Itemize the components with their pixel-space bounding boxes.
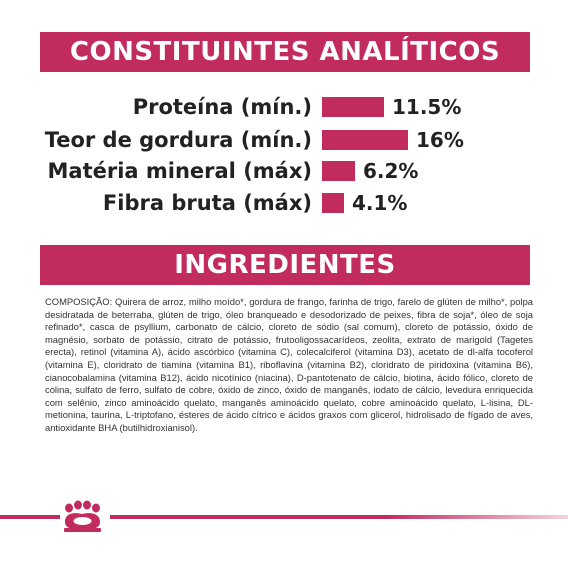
nutrient-bar	[322, 161, 355, 181]
footer-divider-left	[0, 515, 60, 519]
nutrient-label: Proteína (mín.)	[132, 95, 312, 119]
nutrient-row	[0, 156, 568, 186]
royal-canin-crown-icon	[60, 500, 110, 534]
nutrient-value: 11.5%	[392, 95, 462, 119]
nutrient-row	[0, 92, 568, 122]
nutrient-bar	[322, 97, 384, 117]
nutrient-label: Fibra bruta (máx)	[102, 191, 312, 215]
ingredients-banner	[40, 245, 530, 285]
nutrient-value: 16%	[416, 128, 464, 152]
nutrient-row	[0, 188, 568, 218]
nutrient-value: 4.1%	[352, 191, 408, 215]
analytic-constituents-banner	[40, 32, 530, 72]
nutrient-value: 6.2%	[363, 159, 419, 183]
footer-divider-right	[110, 515, 568, 519]
nutrient-label: Teor de gordura (mín.)	[44, 128, 312, 152]
nutrient-label: Matéria mineral (máx)	[47, 159, 312, 183]
ingredients-composition-text: COMPOSIÇÃO: Quirera de arroz, milho moído*, gordura de frango, farinha de trigo, farelo de glúten de milho*, polpa desidratada de beterraba, glúten de trigo, óleo branqueado e desodorizado de peixes, fibra de soja*, óleo de soja refinado*, casca de psyllium, carbonato de cálcio, cloreto de sódio (sal comum), cloreto de potássio, óxido de magnésio, sorbato de potássio, citrato de potássio, frutooligossacarídeos, zeolita, extrato de marigold (Tagetes erecta), retinol (vitamina A), ácido ascórbico (vitamina C), colecalciferol (vitamina D3), acetato de dl-alfa tocoferol (vitamina E), cloridrato de tiamina (vitamina B1), riboflavina (vitamina B2), cloridrato de piridoxina (vitamina B6), cianocobalamina (vitamina B12), ácido nicotínico (niacina), D-pantotenato de cálcio, biotina, ácido fólico, cloreto de colina, sulfato de ferro, sulfato de cobre, óxido de zinco, óxido de manganês, iodato de cálcio, levedura enriquecida com selênio, zinco aminoácido quelato, manganês aminoácido quelato, cobre aminoácido quelato, L-lisina, DL-metionina, taurina, L-triptofano, ésteres de ácido cítrico e ácidos graxos com glicerol, hidrolisado de fígado de aves, antioxidante BHA (butilhidroxianisol).	[45, 296, 533, 433]
analytic-constituents-title: CONSTITUINTES ANALÍTICOS	[69, 37, 501, 67]
nutrient-row	[0, 125, 568, 155]
ingredients-title: INGREDIENTES	[174, 250, 396, 280]
nutrient-bar	[322, 130, 408, 150]
nutrient-bar	[322, 193, 344, 213]
